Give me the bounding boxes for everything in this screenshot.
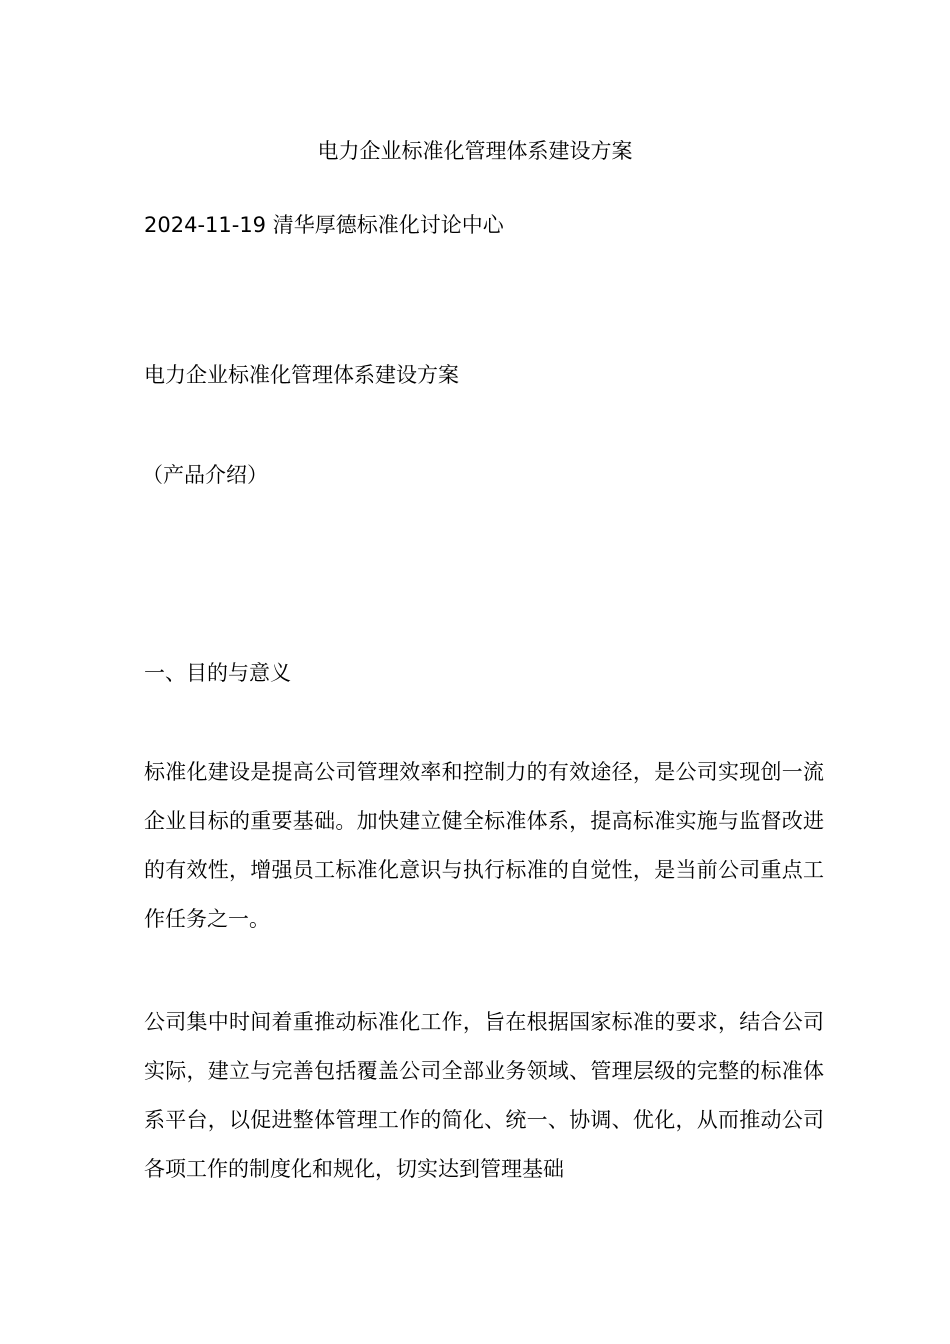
paragraph: 标准化建设是提高公司管理效率和控制力的有效途径，是公司实现创一流企业目标的重要基础。加快建立健全标准体系，提高标准实施与监督改进的有效性，增强员工标准化意识与执行标准的自觉性，是当前公司重点工作任务之一。 — [144, 760, 824, 931]
document-title: 电力企业标准化管理体系建设方案 — [317, 139, 633, 163]
section-heading: 一、目的与意义 — [144, 661, 291, 685]
product-note: （产品介绍） — [142, 463, 268, 487]
paragraph: 公司集中时间着重推动标准化工作，旨在根据国家标准的要求，结合公司实际，建立与完善包括覆盖公司全部业务领域、管理层级的完整的标准体系平台，以促进整体管理工作的简化、统一、协调、优化，从而推动公司各项工作的制度化和规化，切实达到管理基础 — [144, 1010, 824, 1181]
date-source-line: 2024-11-19 清华厚德标准化讨论中心 — [144, 213, 504, 237]
document-subtitle: 电力企业标准化管理体系建设方案 — [144, 363, 459, 387]
